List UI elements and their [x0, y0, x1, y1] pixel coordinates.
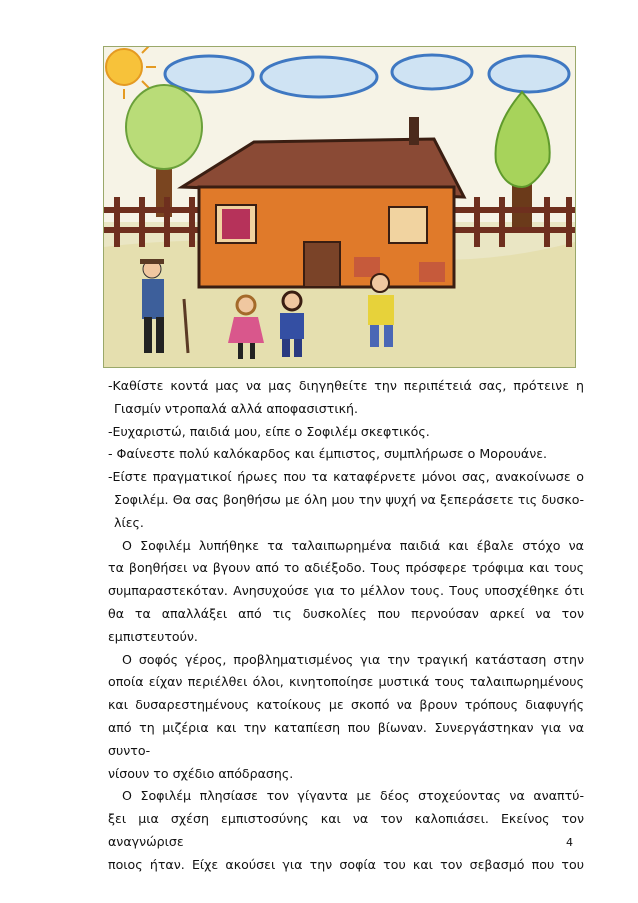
text-line: οποία είχαν περιέλθει όλοι, κινητοποίησε μυστικά τους ταλαιπωρημένους: [108, 674, 584, 690]
text-line: -Ευχαριστώ, παιδιά μου, είπε ο Σοφιλέμ σκεφτικός.: [108, 423, 430, 439]
text-line: Γιασμίν ντροπαλά αλλά αποφασιστική.: [114, 400, 359, 416]
text-line: ξει μια σχέση εμπιστοσύνης και να τον καλοπιάσει. Εκείνος τον αναγνώρισε: [108, 811, 584, 849]
text-line: Σοφιλέμ. Θα σας βοηθήσω με όλη μου την ψυχή να ξεπεράσετε τις δυσκο-: [114, 491, 584, 507]
text-line: εμπιστευτούν.: [108, 628, 198, 644]
text-line: θα τα απαλλάξει από τις δυσκολίες που περνούσαν αρκεί να τον: [108, 605, 584, 621]
text-line: -Είστε πραγματικοί ήρωες που τα καταφέρνετε μόνοι σας, ανακοίνωσε ο: [108, 469, 584, 485]
page-number: 4: [566, 836, 573, 849]
text-line: από τη μιζέρια και την καταπίεση που βίωναν. Συνεργάστηκαν για να συντο-: [108, 719, 584, 758]
text-line: ποιος ήταν. Είχε ακούσει για την σοφία του και τον σεβασμό που του: [108, 856, 584, 872]
text-line: τα βοηθήσει να βγουν από το αδιέξοδο. Τους πρόσφερε τρόφιμα και τους: [108, 560, 584, 576]
text-line: λίες.: [114, 514, 144, 530]
body-text: [108, 375, 584, 877]
text-line: συμπαραστεκόταν. Ανησυχούσε για το μέλλον τους. Τους υποσχέθηκε ότι: [108, 583, 584, 599]
text-line: Ο σοφός γέρος, προβληματισμένος για την τραγική κατάσταση στην: [122, 651, 584, 667]
text-line: -Καθίστε κοντά μας να μας διηγηθείτε την περιπέτειά σας, πρότεινε η: [108, 378, 584, 393]
text-line: και δυσαρεστημένους κατοίκους με σκοπό να βρουν τρόπους διαφυγής: [108, 697, 584, 713]
text-line: - Φαίνεστε πολύ καλόκαρδος και έμπιστος, συμπλήρωσε ο Μορουάνε.: [108, 446, 548, 462]
illustration: [103, 46, 576, 368]
text-line: Ο Σοφιλέμ πλησίασε τον γίγαντα με δέος στοχεύοντας να αναπτύ-: [122, 788, 584, 804]
text-line: νίσουν το σχέδιο απόδρασης.: [108, 765, 294, 781]
house-drawing-image: [104, 47, 575, 367]
text-line: Ο Σοφιλέμ λυπήθηκε τα ταλαιπωρημένα παιδιά και έβαλε στόχο να: [122, 537, 584, 553]
